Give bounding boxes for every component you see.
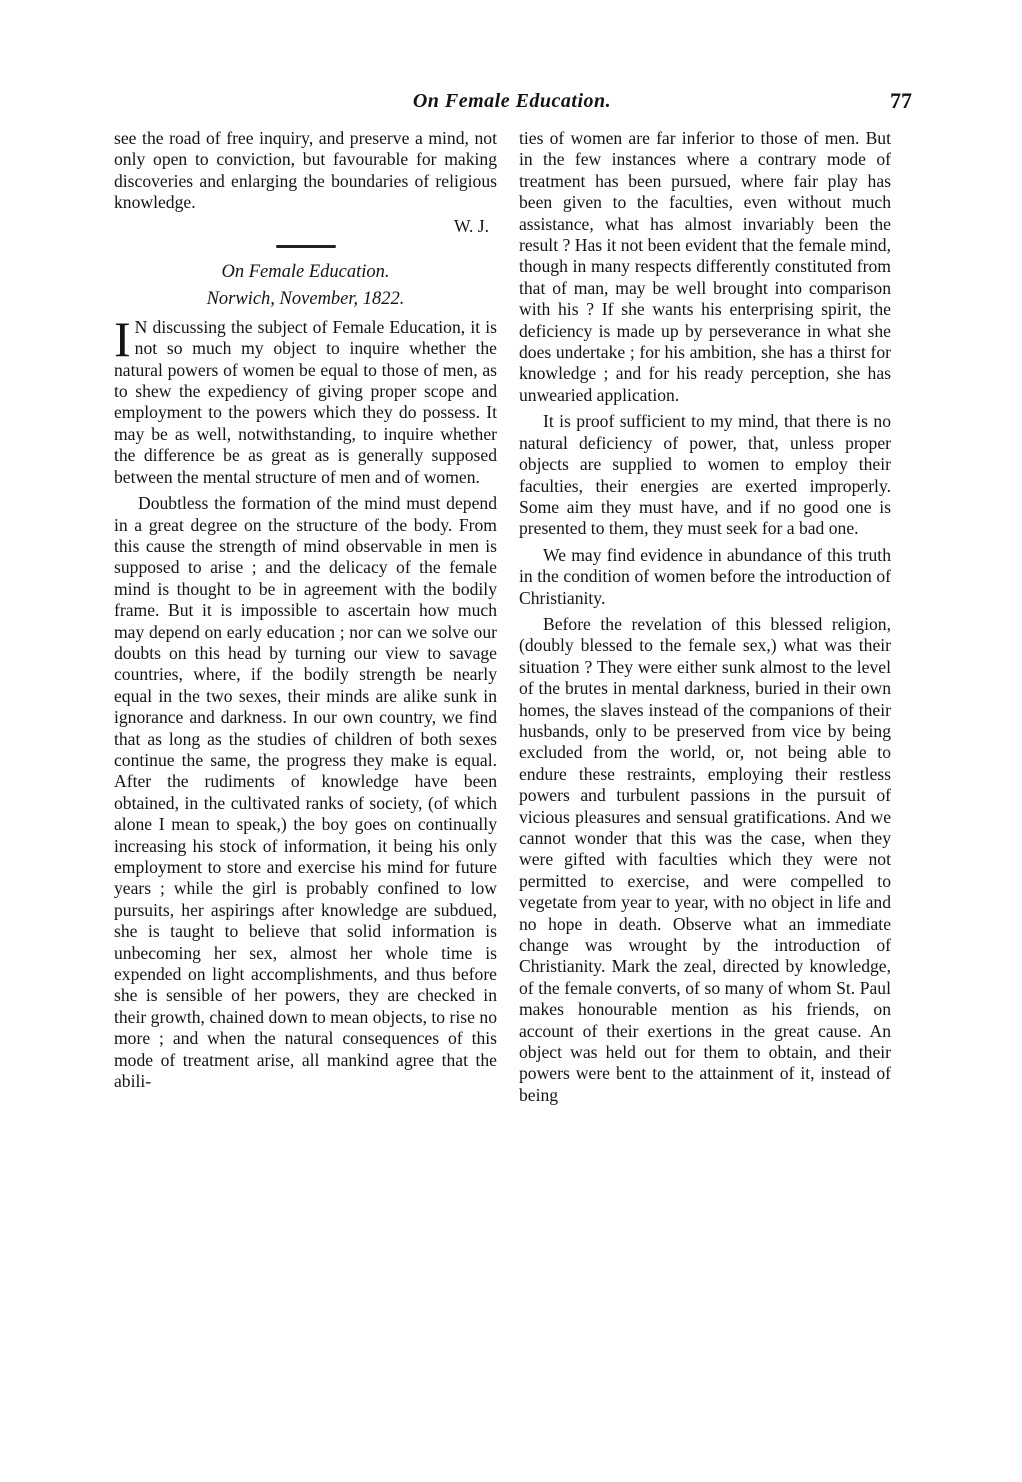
body-paragraph-2: Doubtless the formation of the mind must depend in a great degree on the structure of the body. From this cause the strength of mind observable in men is supposed to arise ; and the delicacy of the female mind is thought to be in agreement with the bodily frame. But it is impossible to ascertain how much may depend on early education ; nor can we solve our doubts on this head by turning our view to savage countries, where, if the bodily strength be nearly equal in the two sexes, their minds are alike sunk in ignorance and darkness. In our own country, we find that as long as the studies of children of both sexes continue the same, the progress they make is equal. After the rudiments of knowledge have been obtained, in the cultivated ranks of society, (of which alone I mean to speak,) the boy goes on continually increasing his stock of information, it being his only employment to store and exercise his mind for future years ; while the girl is probably confined to low pursuits, her aspirings after knowledge are subdued, she is taught to believe that solid information is unbecoming her sex, almost her whole time is expended on light accomplishments, and thus before she is sensible of her powers, they are checked in their growth, chained down to mean objects, to rise no more ; and when the natural consequences of this mode of treatment arise, all mankind agree that the abili- bbox=[114, 493, 497, 1092]
drop-cap: I bbox=[114, 310, 131, 367]
left-column bbox=[114, 128, 497, 1092]
body-paragraph-4: It is proof sufficient to my mind, that there is no natural deficiency of power, that, unless proper objects are supplied to women to employ their faculties, their energies are exerted improperly. Some aim they must have, and if no good one is presented to them, they must seek for a bad one. bbox=[519, 411, 891, 539]
body-paragraph-6: Before the revelation of this blessed religion, (doubly blessed to the female sex,) what was their situation ? They were either sunk almost to the level of the brutes in mental darkness, buried in their own homes, the slaves instead of the companions of their husbands, only to be preserved from vice by being excluded from the world, or, not being able to endure these restraints, employing their restless powers and turbulent passions in the pursuit of vicious pleasures and sensual gratifications. And we cannot wonder that this was the case, when they were gifted with faculties which they were not permitted to exercise, and were compelled to vegetate from year to year, with no object in life and no hope in death. Observe what an immediate change was wrought by the introduction of Christianity. Mark the zeal, directed by knowledge, of the female converts, of so many of whom St. Paul makes honourable mention as his friends, on account of their exertions in the great cause. An object was held out for them to obtain, and their powers were bent to the attainment of it, instead of being bbox=[519, 613, 891, 1105]
body-paragraph-3: ties of women are far inferior to those of men. But in the few instances where a contrary mode of treatment has been pursued, where fair play has been given to the faculties, even without much assistance, what has almost invariably been the result ? Has it not been evident that the female mind, though in many respects differently constituted from that of man, may be well brought into comparison with his ? If she wants his enterprising spirit, the deficiency is made up by perseverance in what she does undertake ; for his ambition, she has a thirst for knowledge ; and for his ready perception, she has unwearied application. bbox=[519, 128, 891, 405]
page-number: 77 bbox=[890, 88, 912, 113]
body-paragraph-5: We may find evidence in abundance of this truth in the condition of women before the introduction of Christianity. bbox=[519, 544, 891, 608]
body-paragraph-1 bbox=[114, 310, 497, 488]
running-head bbox=[112, 90, 912, 130]
running-title: On Female Education. bbox=[412, 90, 612, 112]
right-column bbox=[519, 128, 891, 1106]
article-dateline: Norwich, November, 1822. bbox=[206, 289, 405, 310]
article-title: On Female Education. bbox=[221, 262, 390, 283]
author-signature: W. J. bbox=[453, 215, 489, 236]
section-divider bbox=[276, 245, 336, 248]
continuation-paragraph: see the road of free inquiry, and preserve a mind, not only open to conviction, but favourable for making discoveries and enlarging the boundaries of religious knowledge. bbox=[114, 128, 497, 213]
body-paragraph-1-text: N discussing the subject of Female Education, it is not so much my object to inquire whether the natural powers of women be equal to those of men, as to shew the expediency of giving proper scope and employment to the powers which they do possess. It may be as well, notwithstanding, to inquire whether the difference be as great as is generally supposed between the mental structure of men and of women. bbox=[114, 316, 497, 487]
